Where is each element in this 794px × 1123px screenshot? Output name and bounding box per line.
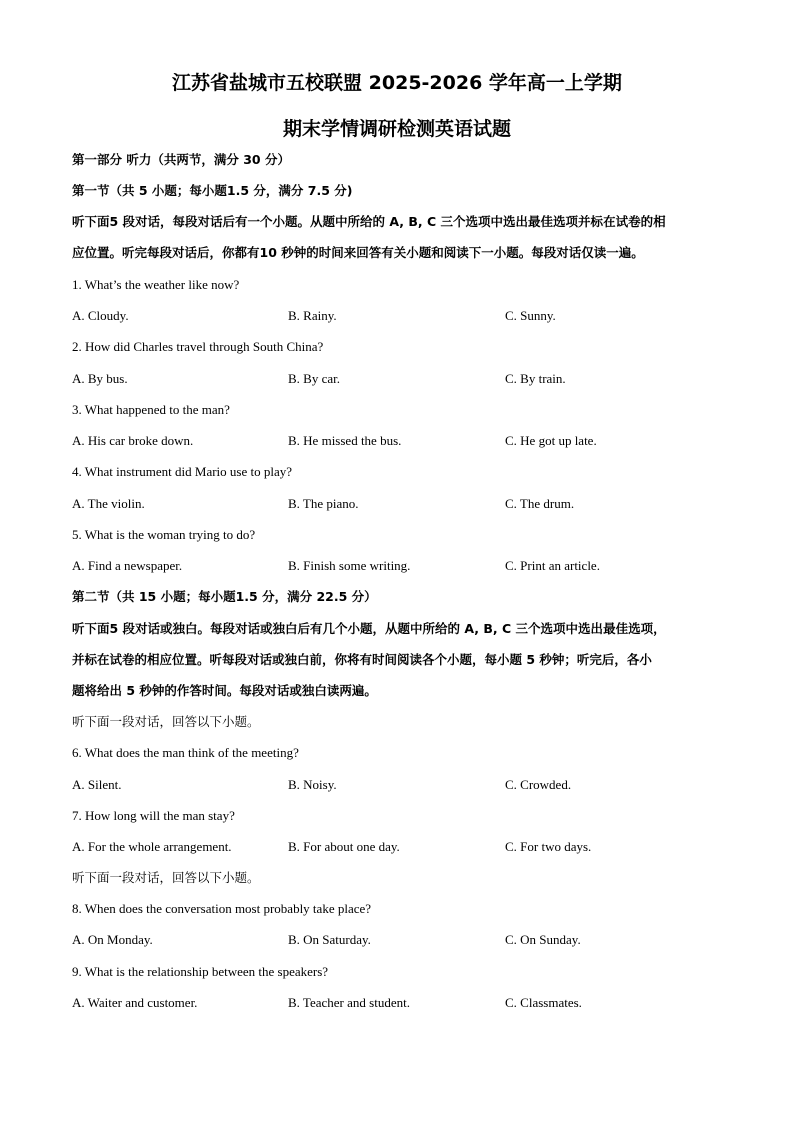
question-9: 9. What is the relationship between the speakers?: [72, 964, 329, 979]
question-1: 1. What’s the weather like now?: [72, 277, 240, 292]
q2-option-a: A. By bus.: [72, 371, 128, 386]
section2-instructions-line2: 并标在试卷的相应位置。听每段对话或独白前，你将有时间阅读各个小题，每小题 5 秒钟；听完后，各小: [72, 652, 652, 667]
q3-option-a: A. His car broke down.: [72, 433, 194, 448]
question-7: 7. How long will the man stay?: [72, 808, 235, 823]
dialogue-prompt: 听下面一段对话，回答以下小题。: [72, 870, 260, 885]
q9-option-b: B. Teacher and student.: [288, 995, 410, 1010]
q4-option-c: C. The drum.: [505, 496, 575, 511]
section2-heading: 第二节（共 15 小题；每小题1.5 分，满分 22.5 分）: [72, 589, 377, 604]
q1-option-c: C. Sunny.: [505, 308, 556, 323]
question-2: 2. How did Charles travel through South China?: [72, 339, 324, 354]
section1-heading: 第一节（共 5 小题；每小题1.5 分，满分 7.5 分): [72, 183, 353, 198]
section1-instructions-line1: 听下面5 段对话，每段对话后有一个小题。从题中所给的 A, B, C 三个选项中选出最佳选项并标在试卷的相: [72, 214, 666, 229]
q1-option-a: A. Cloudy.: [72, 308, 129, 323]
q4-option-b: B. The piano.: [288, 496, 359, 511]
q4-option-a: A. The violin.: [72, 496, 145, 511]
q8-option-a: A. On Monday.: [72, 932, 153, 947]
q9-option-a: A. Waiter and customer.: [72, 995, 198, 1010]
question-6: 6. What does the man think of the meeting?: [72, 745, 299, 760]
q1-option-b: B. Rainy.: [288, 308, 337, 323]
section2-instructions-line1: 听下面5 段对话或独白。每段对话或独白后有几个小题，从题中所给的 A, B, C 三个选项中选出最佳选项，: [72, 621, 666, 636]
q7-option-a: A. For the whole arrangement.: [72, 839, 232, 854]
dialogue-prompt: 听下面一段对话，回答以下小题。: [72, 714, 260, 729]
exam-title-line1: 江苏省盐城市五校联盟 2025-2026 学年高一上学期: [172, 72, 622, 94]
question-8: 8. When does the conversation most probably take place?: [72, 901, 372, 916]
q9-option-c: C. Classmates.: [505, 995, 582, 1010]
exam-title-line2: 期末学情调研检测英语试题: [282, 118, 511, 140]
q5-option-a: A. Find a newspaper.: [72, 558, 183, 573]
question-3: 3. What happened to the man?: [72, 402, 230, 417]
q6-option-a: A. Silent.: [72, 777, 122, 792]
q2-option-c: C. By train.: [505, 371, 566, 386]
q7-option-c: C. For two days.: [505, 839, 592, 854]
question-4: 4. What instrument did Mario use to play?: [72, 464, 292, 479]
question-5: 5. What is the woman trying to do?: [72, 527, 256, 542]
q6-option-b: B. Noisy.: [288, 777, 337, 792]
q3-option-c: C. He got up late.: [505, 433, 597, 448]
q7-option-b: B. For about one day.: [288, 839, 400, 854]
section2-instructions-line3: 题将给出 5 秒钟的作答时间。每段对话或独白读两遍。: [72, 683, 377, 698]
q8-option-b: B. On Saturday.: [288, 932, 371, 947]
q3-option-b: B. He missed the bus.: [288, 433, 402, 448]
q5-option-c: C. Print an article.: [505, 558, 600, 573]
q6-option-c: C. Crowded.: [505, 777, 572, 792]
q8-option-c: C. On Sunday.: [505, 932, 581, 947]
section1-instructions-line2: 应位置。听完每段对话后，你都有10 秒钟的时间来回答有关小题和阅读下一小题。每段对话仅读一遍。: [72, 245, 644, 260]
part1-heading: 第一部分 听力（共两节，满分 30 分）: [72, 152, 290, 167]
q2-option-b: B. By car.: [288, 371, 340, 386]
q5-option-b: B. Finish some writing.: [288, 558, 411, 573]
